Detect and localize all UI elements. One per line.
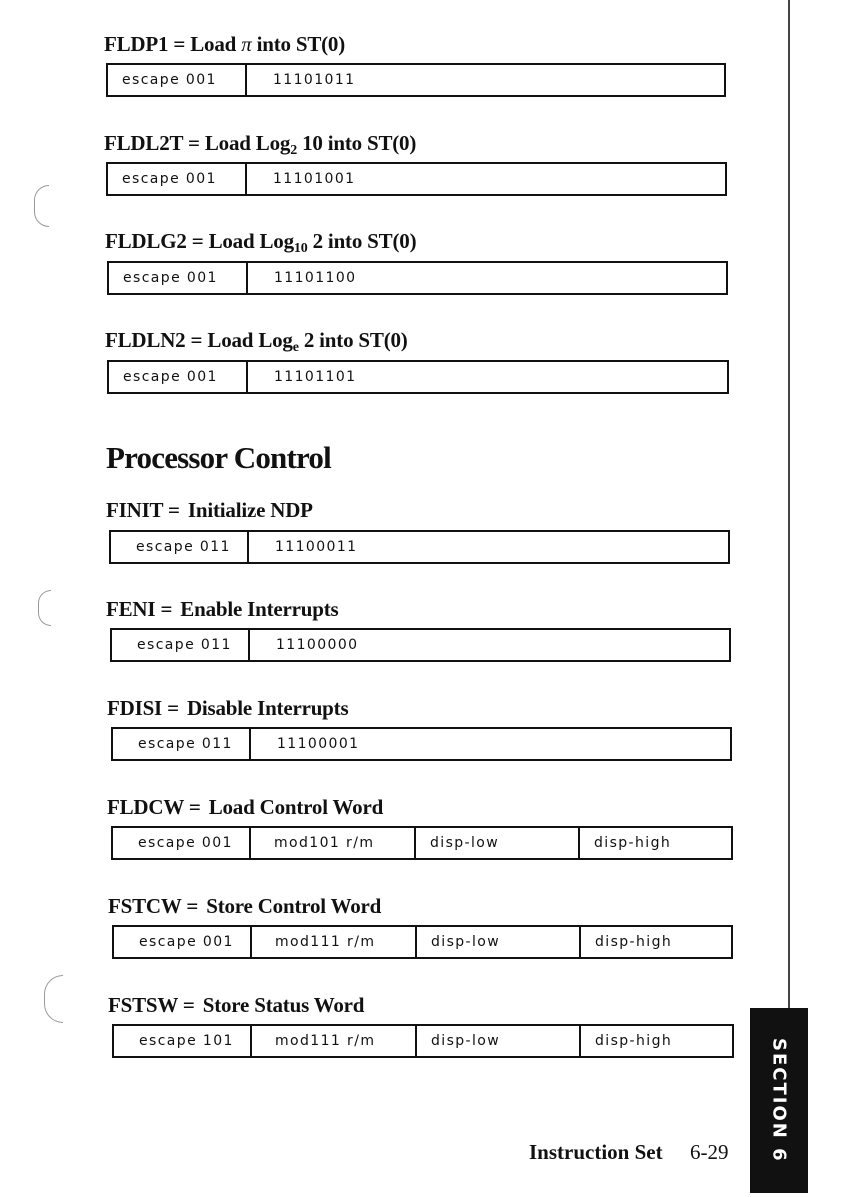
margin-mark (38, 590, 51, 626)
instruction-heading (106, 498, 313, 523)
encoding-cell: disp-high (594, 835, 672, 851)
instruction-heading (107, 696, 348, 721)
description-tail: into ST(0) (256, 32, 346, 56)
description: Initialize NDP (187, 498, 313, 522)
equals-sign: = (188, 131, 200, 155)
encoding-cell: escape 001 (113, 828, 251, 858)
encoding-box (111, 727, 732, 761)
description-tail: 10 into ST(0) (302, 131, 417, 155)
mnemonic: FINIT (106, 498, 163, 522)
mnemonic: FENI (106, 597, 156, 621)
instruction-heading (104, 32, 345, 57)
description: Load Control Word (208, 795, 384, 819)
encoding-cell: 11101011 (273, 72, 356, 88)
encoding-box (110, 628, 731, 662)
encoding-cell: disp-low (416, 828, 580, 858)
mnemonic: FDISI (107, 696, 163, 720)
encoding-cell: disp-high (595, 1033, 673, 1049)
instruction-heading (108, 993, 364, 1018)
description: Enable Interrupts (180, 597, 339, 621)
encoding-cell: escape 011 (113, 729, 251, 759)
description: Store Control Word (206, 894, 382, 918)
encoding-cell: 11100001 (277, 736, 360, 752)
encoding-cell: 11101001 (273, 171, 356, 187)
log-base: 2 (290, 143, 297, 158)
description: Load Log (204, 131, 291, 155)
instruction-heading (108, 894, 381, 919)
description: Load (190, 32, 237, 56)
encoding-cell: disp-low (417, 927, 581, 957)
instruction-heading (106, 597, 338, 622)
encoding-cell: 11101101 (274, 369, 357, 385)
instruction-heading (104, 131, 416, 156)
encoding-box (106, 162, 727, 196)
encoding-cell: escape 101 (114, 1026, 252, 1056)
description-tail: 2 into ST(0) (303, 328, 408, 352)
encoding-cell: mod111 r/m (252, 927, 417, 957)
description: Disable Interrupts (186, 696, 349, 720)
equals-sign: = (188, 795, 201, 819)
encoding-cell: disp-high (595, 934, 673, 950)
encoding-box (112, 925, 733, 959)
equals-sign: = (182, 993, 195, 1017)
encoding-box (107, 360, 729, 394)
page-number: 6-29 (690, 1140, 729, 1164)
equals-sign: = (173, 32, 186, 56)
instruction-heading (107, 795, 383, 820)
encoding-box (111, 826, 733, 860)
description: Store Status Word (202, 993, 365, 1017)
section-title: Processor Control (106, 440, 331, 475)
equals-sign: = (160, 597, 173, 621)
section-tab-label: SECTION 6 (768, 1038, 790, 1163)
encoding-box (109, 530, 730, 564)
encoding-cell: 11101100 (274, 270, 357, 286)
encoding-box (112, 1024, 734, 1058)
encoding-box (106, 63, 726, 97)
right-margin-rule (788, 0, 790, 1010)
encoding-cell: escape 001 (108, 65, 247, 95)
mnemonic: FSTSW (108, 993, 178, 1017)
equals-sign: = (186, 894, 199, 918)
encoding-cell: escape 001 (109, 362, 248, 392)
margin-mark (44, 975, 63, 1023)
equals-sign: = (191, 229, 204, 253)
mnemonic: FLDLN2 (105, 328, 186, 352)
description-tail: 2 into ST(0) (312, 229, 417, 253)
encoding-cell: escape 001 (114, 927, 252, 957)
log-base: 10 (293, 241, 308, 256)
description: Load Log (207, 328, 293, 352)
encoding-cell: escape 001 (109, 263, 248, 293)
encoding-cell: escape 001 (108, 164, 247, 194)
equals-sign: = (190, 328, 203, 352)
encoding-cell: mod111 r/m (252, 1026, 417, 1056)
encoding-cell: escape 011 (112, 630, 250, 660)
encoding-cell: escape 011 (111, 532, 249, 562)
log-base: e (292, 340, 299, 355)
encoding-cell: 11100011 (275, 539, 358, 555)
encoding-cell: mod101 r/m (251, 828, 416, 858)
mnemonic: FLDCW (107, 795, 184, 819)
footer-title: Instruction Set (529, 1140, 663, 1164)
encoding-cell: disp-low (417, 1026, 581, 1056)
equals-sign: = (168, 498, 180, 522)
instruction-heading (105, 229, 416, 254)
mnemonic: FSTCW (108, 894, 182, 918)
encoding-box (107, 261, 728, 295)
margin-mark (34, 185, 49, 227)
instruction-heading (105, 328, 408, 353)
mnemonic: FLDLG2 (105, 229, 187, 253)
section-tab (750, 1008, 808, 1193)
mnemonic: FLDL2T (104, 131, 183, 155)
equals-sign: = (167, 696, 179, 720)
encoding-cell: 11100000 (276, 637, 359, 653)
description: Load Log (208, 229, 294, 253)
pi-symbol: π (241, 32, 252, 56)
mnemonic: FLDP1 (104, 32, 169, 56)
